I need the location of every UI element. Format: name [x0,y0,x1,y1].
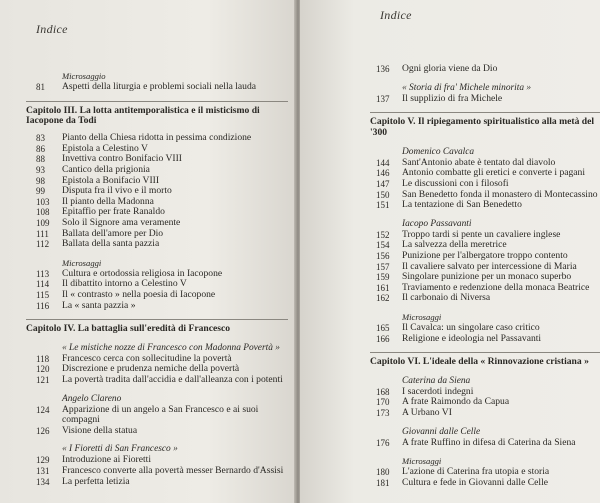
right-page-header: Indice [380,8,412,22]
page-number: 157 [376,261,390,272]
entry-title: Troppo tardi si pente un cavaliere inglese [402,228,561,240]
entry-title: La perfetta letizia [62,475,130,487]
right-page [300,0,600,503]
toc-section [26,101,288,250]
toc-entry [36,82,288,93]
page-number: 151 [376,200,390,211]
section-label: Angelo Clareno [62,393,122,404]
entry-title: La salvezza della meretrice [402,239,507,251]
entry-title: Il carbonaio di Niversa [402,292,491,304]
page-number: 146 [376,168,390,179]
page-number: 103 [36,196,50,207]
toc-entry [376,200,600,211]
page-number: 99 [36,186,45,197]
toc-section [36,258,288,311]
page-number: 109 [36,217,50,228]
entry-title: Il Cavalca: un singolare caso critico [402,321,540,333]
section-label: Microsaggi [402,456,442,467]
entry-title: I sacerdoti indegni [402,385,474,397]
page-number: 86 [36,143,45,154]
toc-entry [376,64,600,75]
page-number: 147 [376,178,390,189]
entry-title: Introduzione ai Fioretti [62,454,151,466]
chapter-heading: Capitolo V. Il ripiegamento spiritualistico alla metà del '300 [370,112,600,139]
toc-section [36,343,288,386]
entry-title: Epistola a Bonifacio VIII [62,174,160,186]
entry-title: Epistola a Celestino V [62,142,148,154]
entry-title: Il cavaliere salvato per intercessione di Maria [402,260,577,272]
page-number: 111 [36,228,49,239]
entry-title: Il « contrasto » nella poesia di Iacopone [62,288,216,300]
entry-title: La povertà tradita dall'accidia e dall'alleanza con i potenti [62,374,283,386]
page-number: 108 [36,207,50,218]
page-number: 120 [36,364,50,375]
entry-title: Francesco cerca con sollecitudine la povertà [62,352,232,364]
toc-section [370,112,600,139]
entry-title: San Benedetto fonda il monastero di Montecassino [402,188,598,200]
page-number: 124 [36,404,50,415]
page-number: 93 [36,164,45,175]
entry-title: Il pianto della Madonna [62,195,154,207]
entry-title: Pianto della Chiesa ridotta in pessima condizione [62,132,252,144]
entry-title: Cultura e ortodossia religiosa in Iacopone [62,267,223,279]
page-number: 98 [36,175,45,186]
page-number: 136 [376,64,390,74]
entry-title: Invettiva contro Bonifacio VIII [62,153,182,165]
entry-title: Punizione per l'albergatore troppo contento [402,249,568,261]
page-number: 116 [36,300,50,311]
entry-title: Disputa fra il vivo e il morto [62,185,172,197]
toc-section [36,444,288,487]
toc-entry [376,323,600,334]
page-number: 88 [36,154,45,165]
toc-entry [376,478,600,489]
page-number: 168 [376,386,390,397]
page-number: 118 [36,353,50,364]
entry-title: Religione e ideologia nel Passavanti [402,332,542,344]
toc-section [36,394,288,437]
page-number: 181 [376,477,390,488]
toc-entry [36,301,288,312]
page-number: 121 [36,375,50,386]
toc-entry [376,179,600,190]
section-label: « Storia di fra' Michele minorita » [402,82,532,93]
page-number: 152 [376,229,390,240]
section-label: Giovanni dalle Celle [402,426,481,437]
entry-title: L'azione di Caterina fra utopia e storia [402,466,550,478]
toc-entry [376,334,600,345]
entry-title: Le discussioni con i filosofi [402,177,509,189]
page-number: 81 [36,82,45,92]
toc-entry [36,477,288,488]
page-number: 134 [36,476,50,487]
page-number: 161 [376,282,390,293]
right-toc [370,63,600,488]
page-number: 170 [376,397,390,408]
section-label: Microsaggi [402,311,442,322]
toc-entry [36,426,288,437]
chapter-heading: Capitolo VI. L'ideale della « Rinnovazione cristiana » [370,352,600,368]
page-number: 162 [376,293,390,304]
entry-title: Visione della statua [62,424,138,436]
section-label: Iacopo Passavanti [402,218,472,229]
entry-title: Aspetti della liturgia e problemi sociali nella lauda [62,81,257,92]
entry-title: Il supplizio di fra Michele [402,92,503,104]
toc-section [376,219,600,304]
toc-section [36,71,288,93]
left-page-header: Indice [36,22,68,36]
page-number: 113 [36,268,50,279]
page-number: 159 [376,272,390,283]
page-number: 156 [376,250,390,261]
page-number: 166 [376,333,390,344]
page-number: 173 [376,408,390,419]
page-number: 83 [36,133,45,144]
entry-title: La « santa pazzia » [62,299,136,311]
toc-section [376,376,600,419]
chapter-heading: Capitolo IV. La battaglia sull'eredità di Francesco [26,319,288,335]
toc-entry [376,293,600,304]
toc-entry [36,218,288,229]
entry-title: Singolare punizione per un monaco superbo [402,271,572,283]
entry-title: Ballata dell'amore per Dio [62,227,164,239]
page-number: 112 [36,239,50,250]
page-number: 154 [376,240,390,251]
page-number: 150 [376,189,390,200]
page-number: 180 [376,467,390,478]
entry-title: A frate Ruffino in difesa di Caterina da Siena [402,436,576,448]
entry-title: A Urbano VI [402,407,452,419]
toc-entry [376,94,600,105]
entry-title: La tentazione di San Benedetto [402,199,522,211]
toc-section [376,312,600,344]
section-label: Microsaggi [62,257,102,268]
entry-title: Discrezione e prudenza nemiche della povertà [62,363,240,375]
toc-entry [36,239,288,250]
entry-title: Ballata della santa pazzia [62,238,160,250]
entry-title: Sant'Antonio abate è tentato dal diavolo [402,156,556,168]
entry-title: Apparizione di un angelo a San Francesco e ai suoi compagni [62,403,259,426]
entry-title: Cultura e fede in Giovanni dalle Celle [402,476,548,488]
toc-section [376,64,600,75]
section-label: « Le mistiche nozze di Francesco con Madonna Povertà » [62,342,280,353]
entry-title: Ogni gloria viene da Dio [402,63,498,74]
page-number: 137 [376,93,390,104]
toc-entry [36,290,288,301]
toc-section [370,352,600,368]
toc-section [376,147,600,211]
section-label: Microsaggio [62,71,106,81]
entry-title: Francesco converte alla povertà messer Bernardo d'Assisi [62,465,284,477]
toc-section [376,83,600,105]
toc-entry [36,375,288,386]
section-label: Caterina da Siena [402,375,471,386]
page-number: 126 [36,425,50,436]
entry-title: A frate Raimondo da Capua [402,396,510,408]
section-label: Domenico Cavalca [402,146,475,157]
chapter-heading: Capitolo III. La lotta antitemporalistica e il misticismo di Iacopone da Todi [26,101,288,128]
toc-section [376,427,600,449]
toc-section [26,319,288,335]
toc-entry [36,165,288,176]
page-number: 144 [376,157,390,168]
toc-section [376,456,600,488]
entry-title: Il dibattito intorno a Celestino V [62,278,187,290]
entry-title: Antonio combatte gli eretici e converte i pagani [402,167,586,179]
toc-entry [36,405,288,426]
entry-title: Traviamento e redenzione della monaca Beatrice [402,281,590,293]
page-number: 115 [36,289,50,300]
page-number: 176 [376,437,390,448]
toc-entry [376,408,600,419]
page-number: 114 [36,279,50,290]
left-page [0,0,296,503]
page-number: 131 [36,466,50,477]
page-number: 165 [376,322,390,333]
toc-entry [376,251,600,262]
entry-title: Solo il Signore ama veramente [62,216,181,228]
toc-entry [376,438,600,449]
entry-title: Epitaffio per frate Ranaldo [62,206,165,218]
page-number: 129 [36,455,50,466]
left-toc [26,71,288,487]
section-label: « I Fioretti di San Francesco » [62,444,178,455]
entry-title: Cantico della prigionia [62,163,150,175]
